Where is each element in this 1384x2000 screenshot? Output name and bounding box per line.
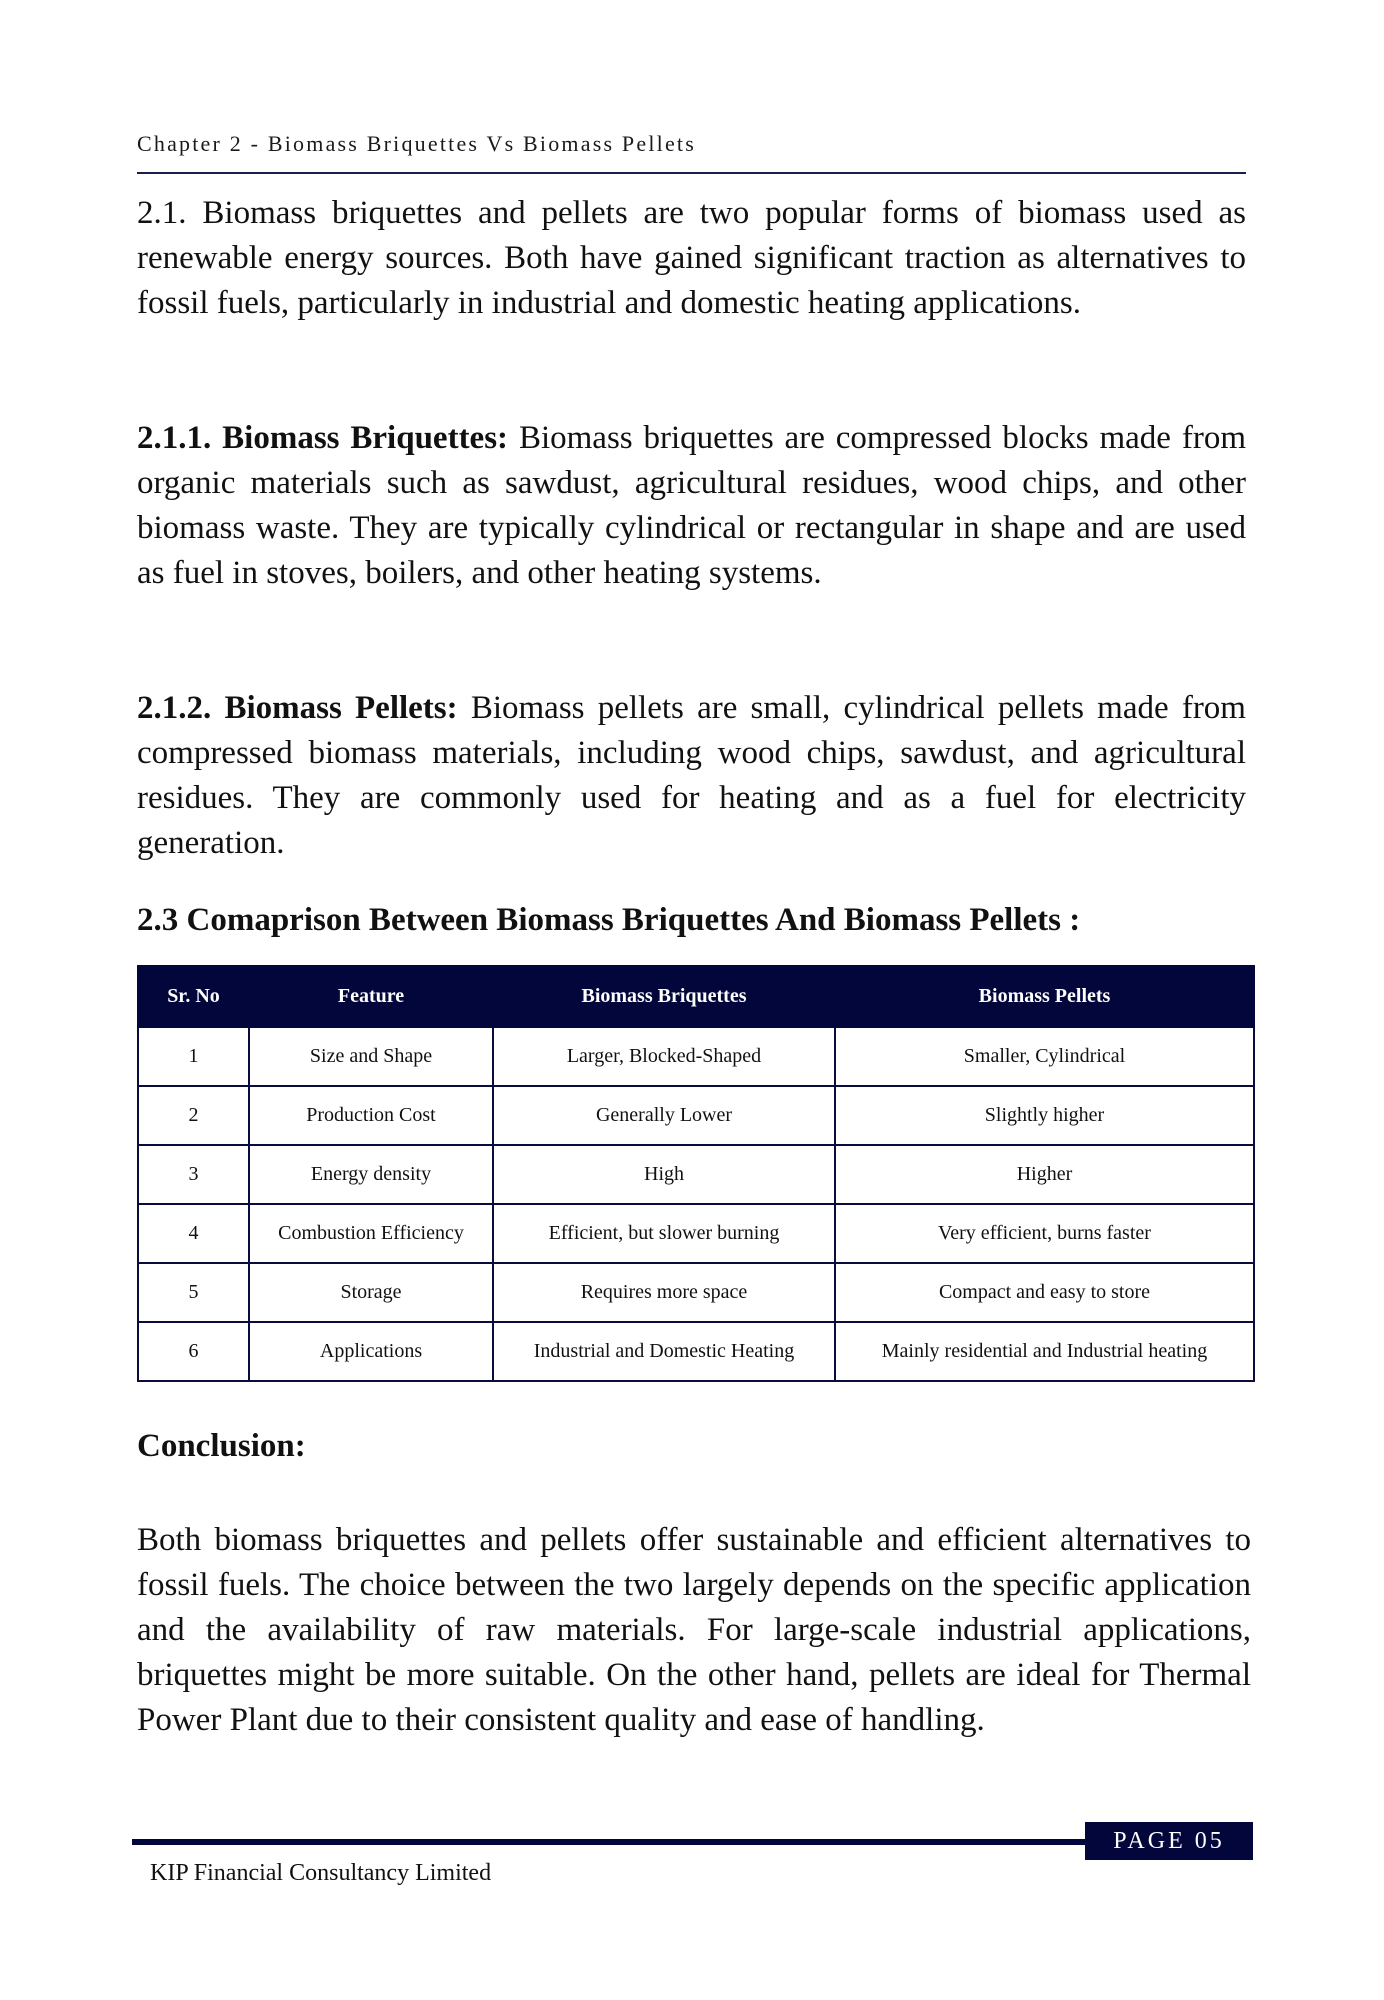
cell-briquettes: Larger, Blocked-Shaped bbox=[493, 1027, 835, 1086]
briquettes-label: 2.1.1. Biomass Briquettes: bbox=[137, 420, 509, 456]
cell-sr-no: 2 bbox=[138, 1086, 249, 1145]
table-row bbox=[138, 1204, 1254, 1263]
column-header-feature: Feature bbox=[249, 966, 493, 1027]
page-number-badge: PAGE 05 bbox=[1085, 1822, 1253, 1860]
cell-feature: Energy density bbox=[249, 1145, 493, 1204]
cell-sr-no: 6 bbox=[138, 1322, 249, 1381]
cell-feature: Combustion Efficiency bbox=[249, 1204, 493, 1263]
comparison-heading: 2.3 Comaprison Between Biomass Briquettes And Biomass Pellets : bbox=[137, 902, 1081, 938]
cell-feature: Applications bbox=[249, 1322, 493, 1381]
chapter-title: Chapter 2 - Biomass Briquettes Vs Biomass Pellets bbox=[137, 131, 696, 156]
header-divider bbox=[137, 172, 1246, 174]
table-header-row bbox=[138, 966, 1254, 1027]
briquettes-paragraph bbox=[137, 416, 1246, 596]
cell-sr-no: 3 bbox=[138, 1145, 249, 1204]
cell-briquettes: Industrial and Domestic Heating bbox=[493, 1322, 835, 1381]
briquettes-text: Biomass briquettes are compressed blocks made from organic materials such as sawdust, agricultural residues, wood chips, and other biomass waste. They are typically cylindrical or rectangular in shape and are used as fuel in stoves, boilers, and other heating systems. bbox=[137, 420, 1246, 591]
cell-briquettes: Requires more space bbox=[493, 1263, 835, 1322]
cell-pellets: Slightly higher bbox=[835, 1086, 1254, 1145]
pellets-label: 2.1.2. Biomass Pellets: bbox=[137, 690, 458, 726]
cell-pellets: Very efficient, burns faster bbox=[835, 1204, 1254, 1263]
table-row bbox=[138, 1086, 1254, 1145]
footer-divider bbox=[132, 1839, 1086, 1845]
table-row bbox=[138, 1145, 1254, 1204]
table-row bbox=[138, 1263, 1254, 1322]
cell-feature: Size and Shape bbox=[249, 1027, 493, 1086]
conclusion-heading: Conclusion: bbox=[137, 1428, 306, 1464]
cell-briquettes: Efficient, but slower burning bbox=[493, 1204, 835, 1263]
table-row bbox=[138, 1027, 1254, 1086]
table-row bbox=[138, 1322, 1254, 1381]
pellets-paragraph bbox=[137, 686, 1246, 866]
cell-sr-no: 1 bbox=[138, 1027, 249, 1086]
cell-pellets: Compact and easy to store bbox=[835, 1263, 1254, 1322]
cell-briquettes: Generally Lower bbox=[493, 1086, 835, 1145]
conclusion-paragraph: Both biomass briquettes and pellets offer sustainable and efficient alternatives to fossil fuels. The choice between the two largely depends on the specific application and the availability of raw materials. For large-scale industrial applications, briquettes might be more suitable. On the other hand, pellets are ideal for Thermal Power Plant due to their consistent quality and ease of handling. bbox=[137, 1522, 1251, 1738]
cell-feature: Storage bbox=[249, 1263, 493, 1322]
cell-sr-no: 4 bbox=[138, 1204, 249, 1263]
footer-company-name: KIP Financial Consultancy Limited bbox=[150, 1860, 492, 1886]
cell-sr-no: 5 bbox=[138, 1263, 249, 1322]
cell-briquettes: High bbox=[493, 1145, 835, 1204]
cell-pellets: Smaller, Cylindrical bbox=[835, 1027, 1254, 1086]
column-header-briquettes: Biomass Briquettes bbox=[493, 966, 835, 1027]
pellets-text: Biomass pellets are small, cylindrical pellets made from compressed biomass materials, including wood chips, sawdust, and agricultural residues. They are commonly used for heating and as a fuel for electricity generation. bbox=[137, 690, 1246, 861]
column-header-pellets: Biomass Pellets bbox=[835, 966, 1254, 1027]
cell-pellets: Higher bbox=[835, 1145, 1254, 1204]
cell-pellets: Mainly residential and Industrial heating bbox=[835, 1322, 1254, 1381]
cell-feature: Production Cost bbox=[249, 1086, 493, 1145]
column-header-sr-no: Sr. No bbox=[138, 966, 249, 1027]
comparison-table bbox=[137, 965, 1255, 1382]
intro-paragraph: 2.1. Biomass briquettes and pellets are two popular forms of biomass used as renewable energy sources. Both have gained significant traction as alternatives to fossil fuels, particularly in industrial and domestic heating applications. bbox=[137, 195, 1246, 321]
